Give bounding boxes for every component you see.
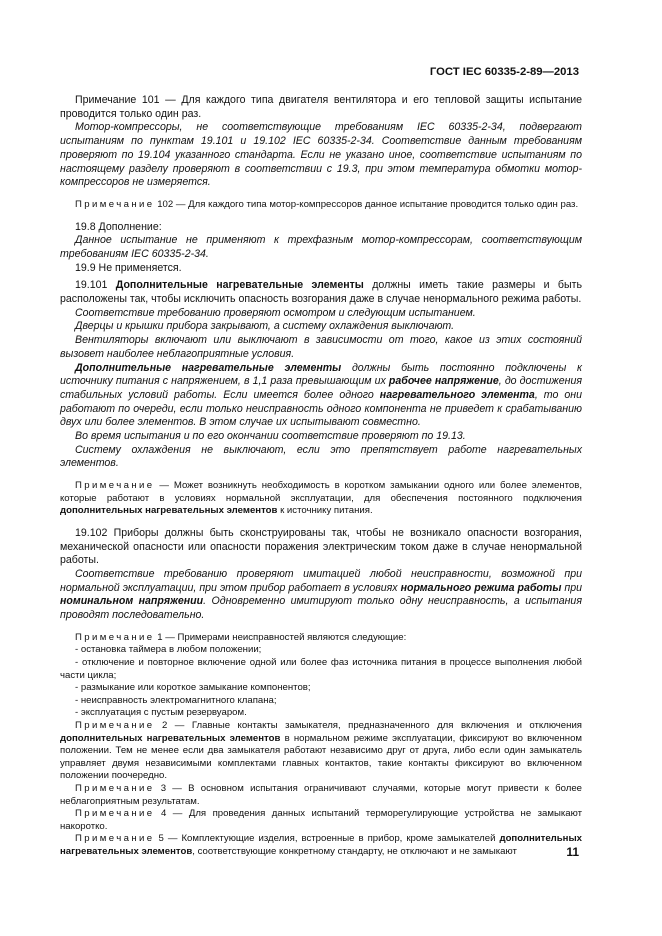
note-101: Примечание 101 — Для каждого типа двигателя вентилятора и его тепловой защиты испытание проводится только один раз. (60, 94, 582, 120)
note-label: Примечание (75, 833, 155, 845)
paragraph-during-test: Во время испытания и по его окончании соответствие проверяют по 19.13. (75, 430, 466, 443)
clause-number: 19.101 (75, 279, 116, 292)
term-bold: нагревательного элемента (379, 388, 535, 401)
note-label: Примечание (75, 720, 155, 732)
term-bold: дополнительных нагревательных элементов (60, 505, 278, 517)
term-bold: Дополнительные нагревательные элементы (75, 361, 342, 374)
clause-19-101 (60, 279, 582, 306)
note-1 (60, 632, 582, 645)
note-5 (60, 833, 582, 858)
term-bold: дополнительных нагревательных элементов (60, 732, 281, 744)
note-2 (60, 720, 582, 783)
document-header: ГОСТ IEC 60335-2-89—2013 (429, 66, 579, 78)
term-bold: нормального режима работы (400, 581, 562, 594)
text-span: должны быть постоянно подключены к источнику питания с напряжением, в 1,1 раза превышающим их (60, 361, 582, 388)
paragraph-19-8-text: Данное испытание не применяют к трехфазным мотор-компрессорам, соответствующим требованиям IEC 60335-2-34. (60, 234, 582, 260)
text-span: Соответствие требованию проверяют имитацией любой неисправности, возможной при нормальной эксплуатации, при этом прибор работает в условиях (60, 568, 582, 594)
note-text: 5 — Комплектующие изделия, встроенные в прибор, кроме замыкателей (154, 833, 500, 845)
list-item: - размыкание или короткое замыкание компонентов; (75, 682, 311, 694)
list-item: - отключение и повторное включение одной или более фаз источника питания в процессе выполнения любой части цикла; (60, 657, 582, 681)
paragraph-cooling: Систему охлаждения не выключают, если это препятствует работе нагревательных элементов. (60, 443, 582, 470)
note-short-circuit (60, 480, 582, 518)
paragraph-heating-elements (60, 362, 582, 431)
note-3 (60, 783, 582, 808)
note-text: , соответствующие конкретному стандарту, не отключают и не замыкают (192, 845, 517, 857)
note-102 (60, 199, 582, 212)
text-span: при (561, 581, 582, 594)
note-label: Примечание (75, 198, 155, 210)
note-4 (60, 808, 582, 833)
term-bold: Дополнительные нагревательные элементы (115, 279, 364, 292)
text-span: , до достижения стабильных условий работы. Если имеется более одного (60, 375, 582, 401)
list-item: - неисправность электромагнитного клапана; (75, 694, 277, 706)
note-label: Примечание (75, 783, 155, 794)
paragraph-compliance: Соответствие требованию проверяют осмотром и следующим испытанием. (75, 306, 476, 319)
paragraph-doors: Дверцы и крышки прибора закрывают, а систему охлаждения выключают. (75, 320, 455, 333)
list-item: - эксплуатация с пустым резервуаром. (75, 707, 247, 719)
note-text: 2 — Главные контакты замыкателя, предназначенного для включения и отключения (154, 720, 582, 732)
clause-19-9: 19.9 Не применяется. (75, 261, 182, 274)
note-text: 4 — Для проведения данных испытаний терморегулирующие устройства не замыкают накоротко. (60, 808, 582, 832)
text-span: , то они работают по очереди, если только неисправность одного компонента не приведет к срабатыванию двух или более элементов. В этом случае их испытывают совместно. (60, 388, 582, 429)
note-text: к источнику питания. (277, 505, 373, 517)
term-bold: рабочее напряжение (388, 375, 499, 388)
note-text: 102 — Для каждого типа мотор-компрессоров данное испытание проводится только один раз. (154, 198, 579, 210)
page-number: 11 (566, 845, 579, 859)
paragraph-fault-simulation (60, 568, 582, 623)
text-span: . Одновременно имитируют только одну неисправность, а испытания проводят последовательно. (60, 595, 582, 622)
clause-text: должны иметь такие размеры и быть расположены так, чтобы исключить опасность возгорания даже в случае ненормального режима работы. (60, 279, 582, 306)
clause-19-8: 19.8 Дополнение: (75, 220, 162, 233)
note-label: Примечание (75, 480, 155, 492)
note-text: 1 — Примерами неисправностей являются следующие: (154, 631, 407, 643)
document-body (60, 94, 582, 859)
paragraph-fans: Вентиляторы включают или выключают в зависимости от того, какое из этих состояний вызовет наиболее неблагоприятные условия. (60, 334, 582, 360)
list-item: - остановка таймера в любом положении; (75, 644, 262, 656)
paragraph-motor-compressors: Мотор-компрессоры, не соответствующие требованиям IEC 60335-2-34, подвергают испытаниям по пунктам 19.101 и 19.102 IEC 60335-2-34. Соответствие данным требованиям проверяют по 19.104 указанного стандарта. Если не указано иное, соответствие испытаниям по настоящему разделу проверяют в соответствии с 19.3, при этом температура обмотки мотор-компрессоров не измеряется. (60, 121, 582, 189)
note-text: — Может возникнуть необходимость в коротком замыкании одного или более элементов, которые работают в условиях нормальной эксплуатации, для обеспечения постоянного подключения (60, 480, 582, 504)
note-label: Примечание (75, 808, 155, 820)
note-text: 3 — В основном испытания ограничивают случаями, которые могут привести к более неблагоприятным результатам. (60, 783, 582, 807)
note-text: в нормальном режиме эксплуатации, фиксируют во включенном положении. Тем не менее если два замыкателя работают независимо друг от друга, либо если один замыкатель управляет двумя независимыми комплектами главных контактов, такие контакты фиксируют во включенном положении поочередно. (60, 732, 583, 782)
term-bold: дополнительных нагревательных элементов (60, 833, 582, 857)
note-label: Примечание (75, 631, 155, 643)
term-bold: номинальном напряжении (60, 595, 204, 608)
clause-19-102: 19.102 Приборы должны быть сконструированы так, чтобы не возникало опасности возгорания, механической опасности или опасности поражения электрическим током даже в случае ненормальной работы. (60, 526, 582, 567)
